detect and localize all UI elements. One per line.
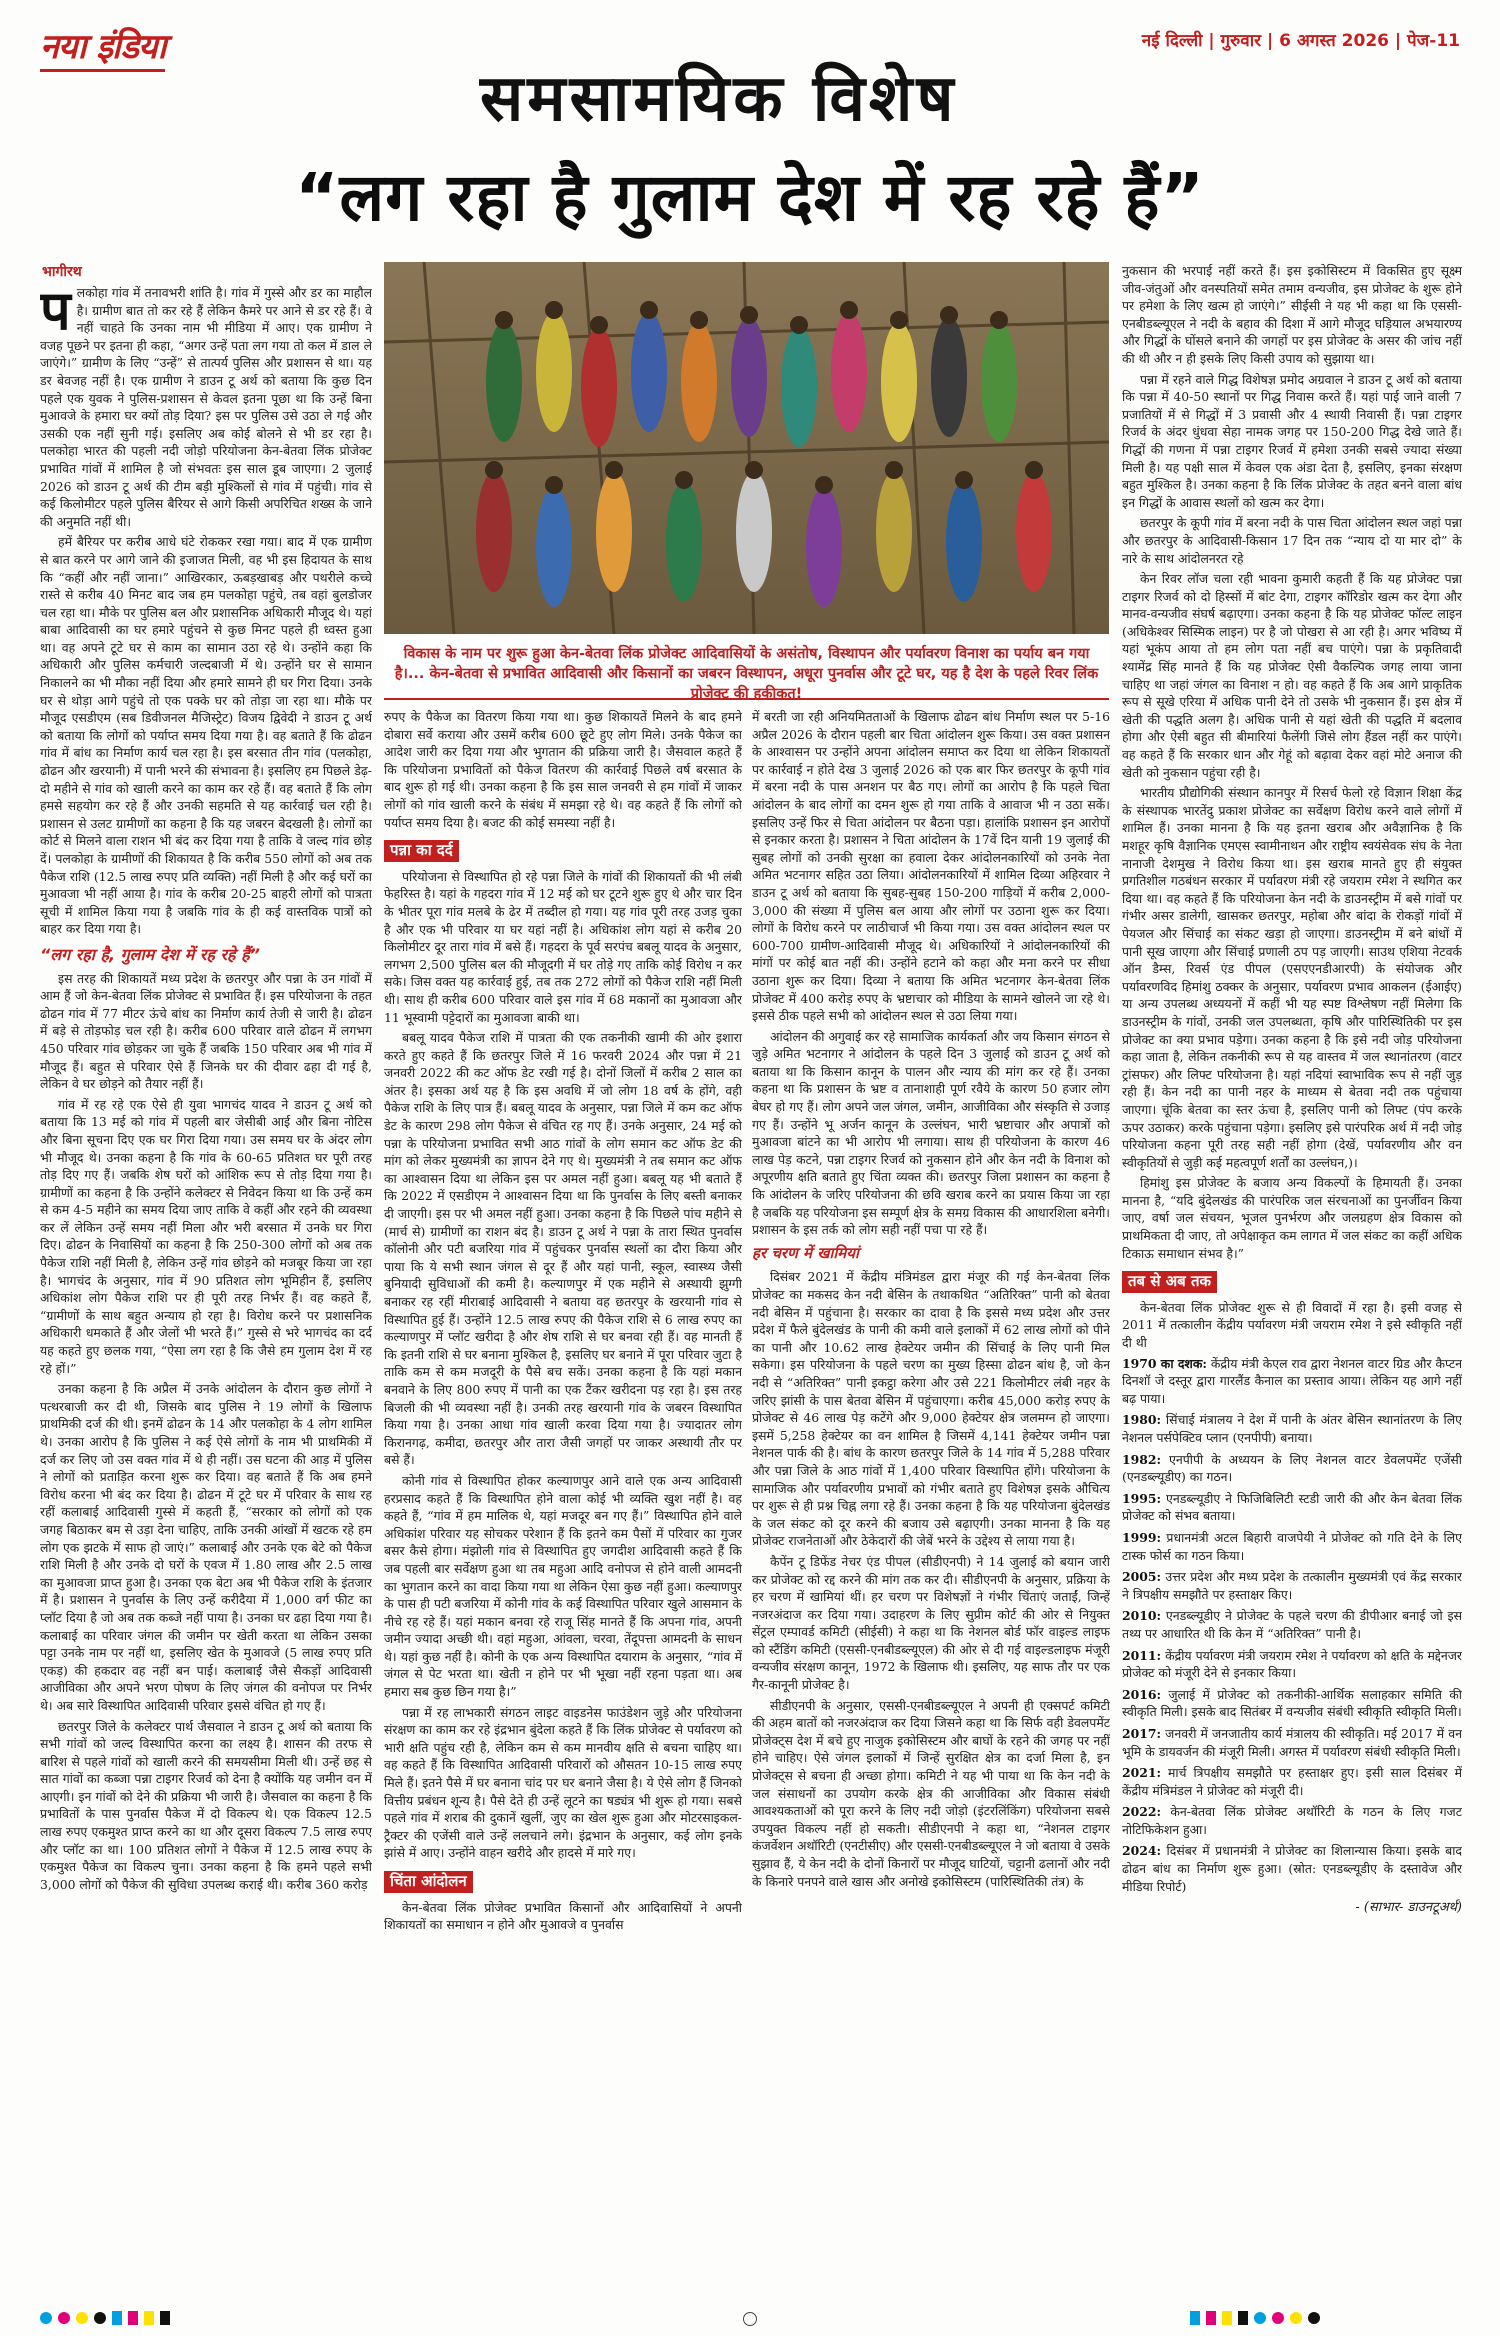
lead-photo bbox=[384, 262, 1109, 634]
article-column-1 bbox=[40, 284, 372, 2304]
newspaper-logo[interactable]: नया इंडिया bbox=[40, 22, 165, 68]
paragraph: रुपए के पैकेज का वितरण किया गया था। कुछ शिकायतें मिलने के बाद हमने दोबारा सर्वे कराया और उसमें करीब 600 छूटे हुए लोग मिले। उनके पैकेज का आदेश जारी कर दिया गया और भुगतान की प्रक्रिया जारी है। जैसवाल कहते हैं कि परियोजना प्रभावितों को पैकेज वितरण की कार्रवाई पिछले वर्ष बरसात के बाद शुरू हो गई थी। उनका कहना है कि इस साल जनवरी से हम गांवों में जाकर लोगों को गांव खाली करने के संबंध में समझा रहे थे। वह कहते हैं कि लोगों को पर्याप्त समय दिया है। बजट की कोई समस्या नहीं है। bbox=[384, 709, 742, 830]
paragraph: परियोजना से विस्थापित हो रहे पन्ना जिले के गांवों की शिकायतों की भी लंबी फेहरिस्त है। यहां के गहदरा गांव में 12 मई को घर टूटने शुरू हुए थे और चार दिन के भीतर पूरा गांव मलबे के ढेर में तब्दील हो गया। यह गांव पूरी तरह उजड़ चुका है और एक भी परिवार या घर यहां नहीं है। अधिकांश लोग यहां से करीब 20 किलोमीटर दूर तारा गांव में बसे हैं। गहदरा के पूर्व सरपंच बबलू यादव के अनुसार, लगभग 2,500 पुलिस बल की मौजूदगी में घर तोड़े गए ताकि कोई विरोध न कर सके। जिस वक्त यह कार्रवाई हुई, तब तक 272 लोगों को पैकेज राशि नहीं मिली थी। साथ ही करीब 600 परिवार वाले इस गांव में 68 मकानों का मुआवजा और 11 भूस्वामी पट्टेदारों का मुआवजा बाकी था। bbox=[384, 868, 742, 1025]
subheading: पन्ना का दर्द bbox=[384, 840, 459, 862]
timeline-item: 2005: उत्तर प्रदेश और मध्य प्रदेश के तत्कालीन मुख्यमंत्री एवं केंद्र सरकार ने त्रिपक्षीय समझौते पर हस्ताक्षर किए। bbox=[1122, 1569, 1462, 1602]
byline: भागीरथ bbox=[42, 264, 82, 280]
timeline-item: 1982: एनपीपी के अध्ययन के लिए नेशनल वाटर डेवलपमेंट एजेंसी (एनडब्ल्यूडीए) का गठन। bbox=[1122, 1451, 1462, 1485]
paragraph: पन्ना में रहने वाले गिद्ध विशेषज्ञ प्रमोद अग्रवाल ने डाउन टू अर्थ को बताया कि पन्ना में 40-50 स्थानों पर गिद्ध निवास करते हैं। यहां पाई जाने वाली 7 प्रजातियों में से गिद्धों में 3 प्रवासी और 4 स्थायी निवासी हैं। पन्ना टाइगर रिजर्व के अंदर धुंधवा सेहा नामक जगह पर 150-200 गिद्ध देखे जाते हैं। गिद्धों की गणना में पन्ना टाइगर रिजर्व में हमेशा उनकी सबसे ज्यादा संख्या मिली है। यह पक्षी साल में केवल एक अंडा देता है, इसलिए, इनका संरक्षण बहुत मुश्किल है। उनका कहना है कि लिंक प्रोजेक्ट के तहत बनने वाला बांध इन गिद्धों के आवास स्थलों को खत्म कर देगा। bbox=[1122, 371, 1462, 510]
paragraph: गांव में रह रहे एक ऐसे ही युवा भागचंद यादव ने डाउन टू अर्थ को बताया कि 13 मई को गांव में पहली बार जेसीबी आई और बिना नोटिस और बिना सूचना दिए एक घर गिरा दिया गया। उस समय घर के अंदर लोग भी मौजूद थे। उनका कहना है कि गांव के 60-65 प्रतिशत घर पूरी तरह तोड़ दिए गए हैं। जबकि शेष घरों को आंशिक रूप से तोड़ दिया गया है। ग्रामीणों का कहना है कि उन्होंने कलेक्टर से निवेदन किया था कि उन्हें कम से कम 4-5 महीने का समय दिया जाए ताकि वे कहीं और रहने की व्यवस्था कर लें लेकिन उन्हें समय नहीं मिला और भरी बरसात में उनके घर गिरा दिए। ढोढन के निवासियों का कहना है कि 250-300 लोगों को अब तक पैकेज राशि नहीं मिली है, लेकिन उन्हें गांव छोड़ने को मजबूर किया जा रहा है। भागचंद के अनुसार, गांव में 90 प्रतिशत लोग भूमिहीन हैं, इसलिए अधिकांश लोग पैकेज राशि पर ही पूरी तरह निर्भर हैं। वह कहते हैं, “ग्रामीणों के साथ बहुत अन्याय हो रहा है। विरोध करने पर प्रशासनिक अधिकारी धमकाते हैं और जेलों भी भरते हैं।” गुस्से से भरे भागचंद का दर्द यह कहते हुए छलक गया, “ऐसा लग रहा है कि जैसे हम गुलाम देश में रह रहे हों।” bbox=[40, 1096, 372, 1376]
timeline-item: 1999: प्रधानमंत्री अटल बिहारी वाजपेयी ने प्रोजेक्ट को गति देने के लिए टास्क फोर्स का गठन किया। bbox=[1122, 1529, 1462, 1563]
paragraph: नुकसान की भरपाई नहीं करते हैं। इस इकोसिस्टम में विकसित हुए सूक्ष्म जीव-जंतुओं और वनस्पतियों समेत तमाम वन्यजीव, इस प्रोजेक्ट के शुरू होने पर हमेशा के लिए खत्म हो जाएंगे।” सीईसी ने यह भी कहा था कि एससी-एनबीडब्ल्यूएल ने नदी के बहाव की दिशा में आगे मौजूद घड़ियाल अभयारण्य और गिद्धों के घोंसले बनाने की जगहों पर इस प्रोजेक्ट के असर की जांच नहीं की थी और न ही इसके लिए किसी उपाय को सुझाया था। bbox=[1122, 263, 1462, 366]
paragraph: पन्ना में रह लाभकारी संगठन लाइट वाइडनेस फाउंडेशन जुड़े और परियोजना संरक्षण का काम कर रहे इंद्रभान बुंदेला कहते हैं कि लिंक प्रोजेक्ट से पर्यावरण को भारी क्षति पहुंच रही है, लेकिन कम से कम मानवीय क्षति से बचना चाहिए था। वह कहते हैं कि विस्थापित आदिवासी परिवारों को औसतन 10-15 लाख रुपए मिले हैं। इतने पैसे में घर बनाना चांद पर घर बनाने जैसा है। ये ऐसे लोग हैं जिनको वित्तीय प्रबंधन शून्य है। पैसे देते ही उन्हें लूटने का षड्यंत्र भी शुरू हो गया। सबसे पहले गांव में शराब की दुकानें खुलीं, जुए का खेल शुरू हुआ और मोटरसाइकल-ट्रैक्टर की एजेंसी वाले उन्हें ललचाने लगे। इंद्रभान के अनुसार, कई लोग इनके झांसे में आए। उन्होंने वाहन खरीदे और हादसे में मारे गए। bbox=[384, 1704, 742, 1861]
print-color-strip-left bbox=[40, 2308, 310, 2328]
photo-caption: विकास के नाम पर शुरू हुआ केन-बेतवा लिंक प्रोजेक्ट आदिवासियों के असंतोष, विस्थापन और पर्यावरण विनाश का पर्याय बन गया है।... केन-बेतवा से प्रभावित आदिवासी और किसानों का जबरन विस्थापन, अधूरा पुनर्वास और टूटे घर, यह है देश के पहले रिवर लिंक प्रोजेक्ट की हकीकत! bbox=[384, 638, 1109, 700]
subheading: हर चरण में खामियां bbox=[752, 1243, 859, 1262]
paragraph: भारतीय प्रौद्योगिकी संस्थान कानपुर में रिसर्च फेलो रहे विज्ञान शिक्षा केंद्र के संस्थापक भारतेंदु प्रकाश प्रोजेक्ट का सर्वेक्षण विरोध करने वाले लोगों में शामिल हैं। उनका मानना है कि यह इतना खराब और अवैज्ञानिक है कि मशहूर कृषि वैज्ञानिक एमएस स्वामीनाथन और राष्ट्रीय स्वयंसेवक संघ के नेता नानाजी देशमुख ने विरोध किया था। इस खराब मानते हुए ही संयुक्त प्रगतिशील गठबंधन सरकार में पर्यावरण मंत्री रहे जयराम रमेश ने स्थगित कर दिया था। वह कहते हैं कि परियोजना केन नदी के डाउनस्ट्रीम में बसे गांवों पर गंभीर असर डालेगी, खासकर छतरपुर, महोबा और बांदा के रोकड़ों गांवों में पेयजल और सिंचाई का संकट खड़ा हो जाएगा। डाउनस्ट्रीम में बने बांधों में पानी सूख जाएगा और सिंचाई प्रणाली ठप पड़ जाएगी। साउथ एशिया नेटवर्क ऑन डैम्स, रिवर्स एंड पीपल (एसएएनडीआरपी) के संयोजक और पर्यावरणविद हिमांशु ठक्कर के अनुसार, पर्यावरण प्रभाव आकलन (ईआईए) या अन्य उपलब्ध अध्ययनों में कहीं भी यह स्पष्ट विश्लेषण नहीं मिलेगा कि डाउनस्ट्रीम के गांवों, उनकी जल उपलब्धता, कृषि और पारिस्थितिकी पर इस प्रोजेक्ट का क्या प्रभाव पड़ेगा। उनका कहना है कि इसे नदी जोड़ परियोजना कहा जाता है, लेकिन तकनीकी रूप से यह वास्तव में जल स्थानांतरण (वाटर ट्रांसफर) और लिफ्ट परियोजना है। यहां नदियां स्वाभाविक रूप से नहीं जुड़ रही हैं। केन नदी का पानी नहर के माध्यम से बेतवा नदी तक पहुंचाया जाएगा। चूंकि बेतवा का स्तर ऊंचा है, इसलिए पानी को लिफ्ट (पंप करके ऊपर उठाकर) करके पहुंचाना पड़ेगा। इसलिए इसे पारंपरिक अर्थ में नदी जोड़ परियोजना कहना पूरी तरह सही नहीं होगा (देखें, पर्यावरणीय और वन स्वीकृतियों से जुड़ी कई महत्वपूर्ण शर्तों का उल्लंघन,)। bbox=[1122, 785, 1462, 1170]
paragraph: हमें बैरियर पर करीब आधे घंटे रोककर रखा गया। बाद में एक ग्रामीण से बात करने पर आगे जाने की इजाजत मिली, वह भी इस हिदायत के साथ कि “कहीं और नहीं जाना।” आखिरकार, ऊबड़खाबड़ और पथरीले कच्चे रास्ते से करीब 40 मिनट बाद जब हम पलकोहा पहुंचे, तब वहां बुलडोजर चल रहा था। मौके पर पुलिस बल और प्रशासनिक अधिकारी मौजूद थे। यहां बाबा आदिवासी का घर हमारे पहुंचने से कुछ मिनट पहले ही ध्वस्त हुआ था। वह अपने टूटे घर से काम का सामान उठा रहे थे। उन्होंने कहा कि अधिकारी और पुलिस कर्मचारी जल्दबाजी में थे। उन्होंने घर से सामान निकालने का भी मौका नहीं दिया और हमारे सामने ही घर गिरा दिया। उनके घर से थोड़ा आगे पहुंचे तो एक पक्के घर को तोड़ा जा रहा था। मौके पर मौजूद एसडीएम (सब डिवीजनल मैजिस्ट्रेट) विजय द्विवेदी ने डाउन टू अर्थ को बताया कि लोगों को पर्याप्त समय दिया गया है। वह बताते हैं कि ढोढन गांव में बांध का निर्माण कार्य चल रहा है। इस बरसात तीन गांव (पलकोहा, ढोढन और खरयानी) में पानी भरने की संभावना है। इसलिए हम पिछले डेढ़-दो महीने से गांव को खाली करने का काम कर रहे हैं। वह बताते हैं कि लोग हमसे सहयोग कर रहे हैं और उनकी सहमति से यह कार्रवाई चल रही है। प्रशासन से उलट ग्रामीणों का कहना है कि यह जबरन बेदखली है। लोगों का कोर्ट से मिलने वाला राशन भी बंद कर दिया गया है ताकि वे जल्द गांव छोड़ दें। पलकोहा के ग्रामीणों की शिकायत है कि करीब 550 लोगों को अब तक पैकेज राशि (12.5 लाख रुपए प्रति व्यक्ति) नहीं मिली है और कई घरों का मुआवजा भी नहीं आया है। गांव के करीब 20-25 बाहरी लोगों को पात्रता सूची में शामिल किया गया है जबकि गांव के ही कई वास्तविक पात्रों को बाहर कर दिया गया है। bbox=[40, 534, 372, 937]
paragraph: केन रिवर लॉज चला रही भावना कुमारी कहती हैं कि यह प्रोजेक्ट पन्ना टाइगर रिजर्व को दो हिस्सों में बांट देगा, टाइगर कॉरिडोर खत्म कर देगा और मानव-वन्यजीव संघर्ष बढ़ाएगा। उनका कहना है कि यह प्रोजेक्ट फॉल्ट लाइन (अधिकेश्वर सिस्मिक लाइन) पर है जो पोखरा से आ रही है। अगर भविष्य में यहां भूकंप आया तो हम लोग पता नहीं बच पाएंगे। पन्ना के प्रकृतिवादी श्यामेंद्र सिंह मानते हैं कि यह प्रोजेक्ट ऐसी वैकल्पिक जगह लाया जाना चाहिए था जहां जंगल का विनाश न हो। वह कहते हैं कि अब आगे प्राकृतिक रूप से सूखे एरिया में अधिक पानी देने तो उसके भी नुकसान हैं। इस क्षेत्र में खेती की पद्धति अलग है। अधिक पानी से यहां खेती की पद्धति में बदलाव होगा और ऐसी बहुत सी बीमारियां फैलेंगी जिसे लोग हैंडल नहीं कर पाएंगे। वह कहते हैं कि सरकार धान और गेहूं को बढ़ावा देकर वहां मोटे अनाज की खेती को नुकसान पहुंचा रही है। bbox=[1122, 571, 1462, 780]
subheading: चिंता आंदोलन bbox=[384, 1871, 473, 1893]
section-title: समसामयिक विशेष bbox=[480, 61, 958, 136]
paragraph: केन-बेतवा लिंक प्रोजेक्ट प्रभावित किसानों और आदिवासियों ने अपनी शिकायतों का समाधान न होने और मुआवजे व पुनर्वास bbox=[384, 1899, 742, 1933]
source-credit: - (साभार- डाउनटूअर्थ) bbox=[1355, 1900, 1462, 1916]
print-color-strip-right bbox=[1190, 2308, 1460, 2328]
paragraph: केन-बेतवा लिंक प्रोजेक्ट शुरू से ही विवादों में रहा है। इसी वजह से 2011 में तत्कालीन केंद्रीय पर्यावरण मंत्री जयराम रमेश ने इसे स्वीकृति नहीं दी थी bbox=[1122, 1299, 1462, 1351]
article-column-2 bbox=[384, 708, 742, 2304]
paragraph: हिमांशु इस प्रोजेक्ट के बजाय अन्य विकल्पों के हिमायती हैं। उनका मानना है, “यदि बुंदेलखंड की पारंपरिक जल संरचनाओं का पुनर्जीवन किया जाए, वर्षा जल संचयन, भूजल पुनर्भरण और जलग्रहण क्षेत्र विकास को प्राथमिकता दी जाए, तो अपेक्षाकृत कम लागत में जल संकट का कहीं अधिक टिकाऊ समाधान संभव है।” bbox=[1122, 1175, 1462, 1261]
timeline-item: 2017: जनवरी में जनजातीय कार्य मंत्रालय की स्वीकृति। मई 2017 में वन भूमि के डायवर्जन की मंजूरी मिली। अगस्त में पर्यावरण संबंधी स्वीकृति मिली। bbox=[1122, 1725, 1462, 1759]
paragraph: सीडीएनपी के अनुसार, एससी-एनबीडब्ल्यूएल ने अपनी ही एक्सपर्ट कमिटी की अहम बातों को नजरअंदाज कर दिया जिसने कहा था कि सिर्फ वही डेवलपमेंट प्रोजेक्ट्स देश में बचे हुए नाजुक इकोसिस्टम और बाघों के रहने की जगह पर नहीं होने चाहिए। ऐसे जंगल इलाकों में जिन्हें सुरक्षित क्षेत्र का दर्जा मिला है, इन प्रोजेक्ट्स से बचना ही अच्छा होगा। कमिटी ने यह भी पाया था कि केन नदी के जल संसाधनों का उपयोग करके क्षेत्र की आजीविका और विकास संबंधी आवश्यकताओं को पूरा करने के लिए नदी जोड़ो (इंटरलिंकिंग) परियोजना सबसे उपयुक्त विकल्प नहीं हो सकती। सीडीएनपी ने कहा था, “नेशनल टाइगर कंजर्वेशन अथॉरिटी (एनटीसीए) और एससी-एनबीडब्ल्यूएल ने जो बताया वे उसके सुझाव हैं, ये केन नदी के दोनों किनारों पर मौजूद घाटियों, चट्टानी ढलानों और नदी के किनारे पनपने वाले खास और अनोखे इकोसिस्टम (पारिस्थितिकी तंत्र) के bbox=[752, 1697, 1110, 1889]
lead-paragraph: पलकोहा गांव में तनावभरी शांति है। गांव में गुस्से और डर का माहौल है। ग्रामीण बात तो कर रहे हैं लेकिन कैमरे पर आने से डर रहे हैं। वे नहीं चाहते कि उनका नाम भी मीडिया में आए। एक ग्रामीण ने वजह पूछने पर इतना ही कहा, “अगर उन्हें पता लग गया तो कल में डाल ले जाएंगे।” ग्रामीण के लिए “उन्हें” से तात्पर्य पुलिस और प्रशासन से था। यह डर बेवजह नहीं है। एक ग्रामीण ने डाउन टू अर्थ को बताया कि कुछ दिन पहले एक युवक ने पुलिस-प्रशासन से केवल इतना पूछा था कि उन्हें बिना मुआवजे के हमारा घर क्यों तोड़ दिया? इस पर पुलिस उसे उठा ले गई और उसकी एक नहीं सुनी गई। इसलिए अब कोई बोलने से भी डर रहा है। पलकोहा भारत की पहली नदी जोड़ो परियोजना केन-बेतवा लिंक प्रोजेक्ट प्रभावित गांवों में शामिल है जो संभवतः इस साल डूब जाएगा। 2 जुलाई 2026 को डाउन टू अर्थ की टीम बड़ी मुश्किलों से गांव में पहुंची। गांव से कई किलोमीटर पहले पुलिस बैरियर से आगे किसी अपरिचित शख्स के जाने की अनुमति नहीं थी। bbox=[40, 284, 372, 529]
page-headline: “लग रहा है गुलाम देश में रह रहे हैं” bbox=[295, 159, 1205, 236]
paragraph: इस तरह की शिकायतें मध्य प्रदेश के छतरपुर और पन्ना के उन गांवों में आम हैं जो केन-बेतवा लिंक प्रोजेक्ट से प्रभावित हैं। इस परियोजना के तहत ढोढन गांव में 77 मीटर ऊंचे बांध का निर्माण कार्य तेजी से जारी है। ढोढन में बड़े से तोड़फोड़ चल रही है। करीब 600 परिवार वाले ढोढन में लगभग 450 परिवार गांव छोड़कर जा चुके हैं जबकि 150 परिवार अब भी गांव में मौजूद हैं। बहुत से परिवार ऐसे हैं जिनके घर की दीवार ढहा दी गई है, लेकिन वे घर छोड़ने को तैयार नहीं हैं। bbox=[40, 970, 372, 1092]
paragraph: कोनी गांव से विस्थापित होकर कल्याणपुर आने वाले एक अन्य आदिवासी हरप्रसाद कहते हैं कि विस्थापित होने वाला कोई भी व्यक्ति खुश नहीं है। वह कहते हैं, “गांव में हम मालिक थे, यहां मजदूर बन गए हैं।” विस्थापित होने वाले अधिकांश परिवार यह सोचकर परेशान हैं कि इतने कम पैसों में परिवार का गुजर बसर कैसे होगा। मंझोली गांव से विस्थापित हुए जगदीश आदिवासी कहते हैं कि जब पहली बार सर्वेक्षण हुआ था तब महुआ आदि वनोपज से होने वाली आमदनी का भुगतान करने का वादा किया गया था लेकिन ऐसा कुछ नहीं हुआ। कल्याणपुर के पास ही पटी बजरिया में कोनी गांव के कई विस्थापित परिवार खुले आसमान के नीचे रह रहे हैं। यहां मकान बनवा रहे राजू सिंह मानते हैं कि अपना गांव, अपनी जमीन ज्यादा अच्छी थी। वहां महुआ, आंवला, चरवा, तेंदूपत्ता आमदनी के साधन थे। यहां कुछ नहीं है। कोनी के एक अन्य विस्थापित दयाराम के अनुसार, “गांव में जंगल से पेट भरता था। खेती न होने पर भी भूखा नहीं रहना पड़ता था। अब हमारा सब कुछ छिन गया है।” bbox=[384, 1472, 742, 1700]
dateline: नई दिल्ली | गुरुवार | 6 अगस्त 2026 | पेज-11 bbox=[1141, 31, 1460, 51]
paragraph: बबलू यादव पैकेज राशि में पात्रता की एक तकनीकी खामी की ओर इशारा करते हुए कहते हैं कि छतरपुर जिले में 16 फरवरी 2024 और पन्ना में 21 जनवरी 2022 की कट ऑफ डेट रखी गई है। दोनों जिलों में करीब 2 साल का अंतर है। इसका अर्थ यह है कि इस अवधि में जो लोग 18 वर्ष के होंगे, वही पैकेज राशि के लिए पात्र हैं। बबलू यादव के अनुसार, पन्ना जिले में कम कट ऑफ डेट के कारण 298 लोग पैकेज से वंचित रह गए हैं। उनके अनुसार, 24 मई को पन्ना के परियोजना प्रभावित सभी आठ गांवों के लोग समान कट ऑफ डेट की मांग को लेकर मुख्यमंत्री का ज्ञापन देने गए थे। मुख्यमंत्री ने तब समान कट ऑफ का आश्वासन दिया था लेकिन इस पर अमल नहीं हुआ। बबलू यह भी बताते हैं कि 2022 में एसडीएम ने आश्वासन दिया था कि पुनर्वास के लिए बस्ती बनाकर दी जाएगी। इस पर भी अमल नहीं हुआ। उनका कहना है कि पिछले पांच महीने से (मार्च से) ग्रामीणों का राशन बंद है। डाउन टू अर्थ ने पन्ना के तारा स्थित पुनर्वास कॉलोनी और पटी बजरिया गांव में पहुंचकर पुनर्वास स्थलों का दौरा किया और पाया कि ये सभी स्थान जंगल से दूर हैं और यहां पानी, स्कूल, स्वास्थ्य जैसी बुनियादी सुविधाओं की कमी है। कल्याणपुर में एक महीने से अस्थायी झुग्गी बनाकर रह रहीं मीराबाई आदिवासी ने बताया वह छतरपुर के खरयानी गांव से विस्थापित हुई हैं। उन्होंने 12.5 लाख रुपए की पैकेज राशि से 6 लाख रुपए का कल्याणपुर में प्लॉट खरीदा है और शेष राशि से घर बनवा रही हैं। वह मानती हैं कि इतनी राशि से घर बनाना मुश्किल है, इसलिए घर बनाने में पूरा परिवार जुटा है ताकि कम से कम मजदूरी के पैसे बच सकें। उनका कहना है कि यहां मकान बनवाने के लिए 800 रुपए में पानी का एक टैंकर खरीदना पड़ रहा है। इस तरह बिजली की भी व्यवस्था नहीं है। उनकी तरह खरयानी गांव के जबरन विस्थापित किया गया है। उनका आधा गांव खाली करवा दिया गया है। ज्यादातर लोग किरानगढ़, कमीदा, छतरपुर और तारा जैसी जगहों पर जाकर अस्थायी तौर पर बसे हैं। bbox=[384, 1030, 742, 1468]
timeline-item: 2011: केंद्रीय पर्यावरण मंत्री जयराम रमेश ने पर्यावरण को क्षति के मद्देनजर प्रोजेक्ट को मंजूरी देने से इनकार किया। bbox=[1122, 1647, 1462, 1681]
timeline-item: 2022: केन-बेतवा लिंक प्रोजेक्ट अथॉरिटी के गठन के लिए गजट नोटिफिकेशन हुआ। bbox=[1122, 1804, 1462, 1837]
paragraph: छतरपुर जिले के कलेक्टर पार्थ जैसवाल ने डाउन टू अर्थ को बताया कि सभी गांवों को जल्द विस्थापित करना का लक्ष्य है। शासन की तरफ से बारिश से पहले गांवों को खाली करने की समयसीमा मिली थी। उन्हें छह से सात गांवों का कब्जा पन्ना टाइगर रिजर्व को देना है क्योंकि यह जमीन वन में आएगी। इन गांवों को देने की प्रक्रिया भी जारी है। जैसवाल का कहना है कि प्रभावितों के पास पुनर्वास पैकेज में दो विकल्प थे। एक विकल्प 12.5 लाख रुपए एकमुश्त प्राप्त करने का था और दूसरा विकल्प 7.5 लाख रुपए और प्लॉट का था। 100 प्रतिशत लोगों ने पैकेज में 12.5 लाख रुपए के एकमुश्त पैकेज का विकल्प चुना। उनका कहना है कि हमने पहले सभी 3,000 लोगों को पैकेज की सुविधा उपलब्ध कराई थी। करीब 360 करोड़ bbox=[40, 1718, 372, 1892]
timeline-item: 2021: मार्च त्रिपक्षीय समझौते पर हस्ताक्षर हुए। इसी साल दिसंबर में केंद्रीय मंत्रिमंडल ने प्रोजेक्ट को मंजूरी दी। bbox=[1122, 1765, 1462, 1798]
paragraph: आंदोलन की अगुवाई कर रहे सामाजिक कार्यकर्ता और जय किसान संगठन से जुड़े अमित भटनागर ने आंदोलन के पहले दिन 3 जुलाई को डाउन टू अर्थ को बताया था कि किसान कानून के पालन और न्याय की मांग कर रहे हैं। उनका कहना था कि प्रशासन के भ्रष्ट व तानाशाही पूर्ण रवैये के कारण 50 हजार लोग बेघर हो गए हैं। लोग अपने जल जंगल, जमीन, आजीविका और संस्कृति से उजाड़ गए हैं। उन्होंने भू अर्जन कानून के उल्लंघन, भारी भ्रष्टाचार और अपात्रों को मुआवजा बांटने का भी आरोप भी लगाया। साथ ही परियोजना के कारण 46 लाख पेड़ कटने, पन्ना टाइगर रिजर्व को नुकसान होने और केन नदी के विनाश को अपूरणीय क्षति बताते हुए चिंता व्यक्त की। छतरपुर जिला प्रशासन का कहना है कि आंदोलन के जरिए परियोजना की छवि खराब करने का प्रयास किया जा रहा है जबकि यह परियोजना इस सम्पूर्ण क्षेत्र के समग्र विकास की आधारशिला बनेगी। प्रशासन के इस तर्क को लोग सही नहीं पचा पा रहे हैं। bbox=[752, 1028, 1110, 1238]
article-column-4 bbox=[1122, 262, 1462, 2304]
timeline-item: 1995: एनडब्ल्यूडीए ने फिजिबिलिटी स्टडी जारी की और केन बेतवा लिंक प्रोजेक्ट को संभव बताया। bbox=[1122, 1490, 1462, 1524]
paragraph: में बरती जा रही अनियमितताओं के खिलाफ ढोढन बांध निर्माण स्थल पर 5-16 अप्रैल 2026 के दौरान पहली बार चिता आंदोलन शुरू किया। उस वक्त प्रशासन के आश्वासन पर उन्होंने अपना आंदोलन समाप्त कर दिया था लेकिन शिकायतों पर कार्रवाई न होते देख 3 जुलाई 2026 को एक बार फिर छतरपुर के कूपी गांव में बरना नदी के पास अनशन पर बैठ गए। लोगों का आरोप है कि पहले चिता आंदोलन के बाद लोगों का दमन शुरू हो गया ताकि वे आवाज भी न उठा सकें। इसलिए उन्हें फिर से चिता आंदोलन पर बैठना पड़ा। हालांकि प्रशासन इन आरोपों से इनकार करता है। प्रशासन ने चिता आंदोलन के 17वें दिन यानी 19 जुलाई की सुबह लोगों को उनकी सुरक्षा का हवाला देकर आंदोलनकारियों को उनके नेता अमित भटनागर सहित उठा लिया। आंदोलनकारियों में शामिल दिव्या अहिरवार ने डाउन टू अर्थ को बताया कि सुबह-सुबह 150-200 गाड़ियों में करीब 2,000-3,000 की संख्या में पुलिस बल आया और लोगों पर उठाना शुरू कर दिया। लोगों के विरोध करने पर लाठीचार्ज भी किया गया। उस वक्त आंदोलन स्थल पर 600-700 ग्रामीण-आदिवासी मौजूद थे। अधिकारियों ने आंदोलनकारियों की मांगों पर कोई बात नहीं की। उन्होंने हटाने को कहा और मना करने पर सीधा उठाना शुरू कर दिया। दिव्या ने बताया कि अमित भटनागर केन-बेतवा लिंक प्रोजेक्ट में 400 करोड़ रुपए के भ्रष्टाचार को मीडिया के सामने खोलने जा रहे थे। इससे ठीक पहले सभी को आंदोलन स्थल से उठा लिया गया। bbox=[752, 709, 1110, 1024]
paragraph: दिसंबर 2021 में केंद्रीय मंत्रिमंडल द्वारा मंजूर की गई केन-बेतवा लिंक प्रोजेक्ट का मकसद केन नदी बेसिन के तथाकथित “अतिरिक्त” पानी को बेतवा नदी बेसिन में पहुंचाना है। सरकार का दावा है कि इससे मध्य प्रदेश और उत्तर प्रदेश में फैले बुंदेलखंड के पानी की कमी वाले इलाकों में 62 लाख लोगों को पीने का पानी और 10.62 लाख हेक्टेयर जमीन की सिंचाई के लिए पानी मिल सकेगा। इस परियोजना के पहले चरण का मुख्य हिस्सा ढोढन बांध है, जो केन नदी से “अतिरिक्त” पानी इकट्ठा करेगा और उसे 221 किलोमीटर लंबी नहर के जरिए झांसी के पास बेतवा बेसिन में पहुंचाएगा। करीब 45,000 करोड़ रुपए के प्रोजेक्ट से 46 लाख पेड़ कटेंगे और 9,000 हेक्टेयर क्षेत्र जलमग्न हो जाएगा। इसमें 5,258 हेक्टेयर का वन शामिल है जिसमें 4,141 हेक्टेयर जमीन पन्ना नेशनल पार्क की है। बांध के कारण छतरपुर जिले के 14 गांव में 5,288 परिवार और पन्ना जिले के आठ गांवों में 1,400 परिवार विस्थापित होंगे। परियोजना के सामाजिक और पर्यावरणीय प्रभावों को गंभीर बताते हुए विशेषज्ञ इसके औचित्य पर शुरू से ही प्रश्न चिह्न लगा रहे हैं। उनका कहना है कि यह परियोजना बुंदेलखंड के जल संकट को दूर करने की बजाय उसे बढ़ाएगी। उनका मानना है कि यह प्रोजेक्ट राजनेताओं और ठेकेदारों की जेबें भरने के उद्देश्य से लाया गया है। bbox=[752, 1269, 1110, 1549]
registration-mark bbox=[743, 2312, 757, 2326]
protest-photo-illustration bbox=[384, 262, 1109, 634]
timeline-item: 1980: सिंचाई मंत्रालय ने देश में पानी के अंतर बेसिन स्थानांतरण के लिए नेशनल पर्सपेक्टिव प्लान (एनपीपी) बनाया। bbox=[1122, 1412, 1462, 1445]
timeline-item: 2024: दिसंबर में प्रधानमंत्री ने प्रोजेक्ट का शिलान्यास किया। इसके बाद ढोढन बांध का निर्माण शुरू हुआ। (स्रोत: एनडब्ल्यूडीए के दस्तावेज और मीडिया रिपोर्ट) bbox=[1122, 1843, 1462, 1894]
paragraph: उनका कहना है कि अप्रैल में उनके आंदोलन के दौरान कुछ लोगों ने पत्थरबाजी कर दी थी, जिसके बाद पुलिस ने 19 लोगों के खिलाफ प्राथमिकी दर्ज की थी। इनमें ढोढन के 14 और पलकोहा के 4 लोग शामिल थे। उनका आरोप है कि पुलिस ने कई ऐसे लोगों के नाम भी प्राथमिकी में दर्ज कर लिए जो उस वक्त गांव में थे ही नहीं। उस घटना की आड़ में पुलिस ने लोगों को प्रताड़ित करना शुरू कर दिया। वह बताते हैं कि अब हमने विरोध करना भी बंद कर दिया है। ढोढन में टूटे घर में परिवार के साथ रह रहीं कलाबाई आदिवासी गुस्से में कहती हैं, “सरकार को लोगों को एक जगह बिठाकर बम से उड़ा देना चाहिए, ताकि उनकी आंखों में खटक रहे हम लोग एक झटके में साफ हो जाएं।” कलाबाई और उनके एक बेटे को पैकेज राशि मिली है और उनके दो घरों के एवज में 1.80 लाख और 2.5 लाख का मुआवजा प्राप्त हुआ है। उनका एक बेटा अब भी पैकेज राशि के इंतजार में है। प्रशासन ने पुनर्वास के लिए उन्हें करीदैया में 1,000 वर्ग फीट का प्लॉट दिया है जो अब तक कब्जे नहीं पाया है। उनका घर ढहा दिया गया है। कलाबाई का परिवार जंगल की जमीन पर खेती करता था लेकिन उसका पट्टा उनके नाम पर नहीं था, इसलिए खेत के मुआवजे (5 लाख रुपए प्रति एकड़) की हकदार वह नहीं बन पाई। कलाबाई जैसे सैकड़ों आदिवासी आजीविका और अपने भरण पोषण के लिए जंगल की वनोपज पर निर्भर थे। अब सारे विस्थापित आदिवासी परिवार इससे वंचित हो गए हैं। bbox=[40, 1381, 372, 1713]
article-column-3 bbox=[752, 708, 1110, 2304]
drop-cap: प bbox=[40, 284, 71, 342]
timeline-item: 1970 का दशक: केंद्रीय मंत्री केएल राव द्वारा नेशनल वाटर ग्रिड और कैप्टन दिनशॉ जे दस्तूर द्वारा गारलैंड कैनाल का प्रस्ताव आया। लेकिन यह आगे नहीं बढ़ पाया। bbox=[1122, 1355, 1462, 1406]
paragraph: कैपेंन टू डिफेंड नेचर एंड पीपल (सीडीएनपी) ने 14 जुलाई को बयान जारी कर प्रोजेक्ट को रद्द करने की मांग तक कर दी। सीडीएनपी के अनुसार, प्रक्रिया के हर चरण में खामियां थीं। हर चरण पर विशेषज्ञों ने गंभीर चिंताएं जताईं, जिन्हें नजरअंदाज कर दिया गया। उदाहरण के लिए सुप्रीम कोर्ट की ओर से नियुक्त सेंट्रल एम्पावर्ड कमिटी (सीईसी) ने कहा था कि नेशनल बोर्ड फॉर वाइल्ड लाइफ को स्टैंडिंग कमिटी (एससी-एनबीडब्ल्यूएल) की ओर से दी गई वाइल्डलाइफ मंजूरी वन्यजीव संरक्षण कानून, 1972 के खिलाफ थी। इसलिए, यह साफ तौर पर एक गैर-कानूनी प्रोजेक्ट है। bbox=[752, 1553, 1110, 1693]
masthead bbox=[40, 22, 1460, 136]
subheading: तब से अब तक bbox=[1122, 1271, 1217, 1293]
subheading: “लग रहा है, गुलाम देश में रह रहे हैं” bbox=[40, 944, 260, 964]
timeline-item: 2016: जुलाई में प्रोजेक्ट को तकनीकी-आर्थिक सलाहकार समिति की स्वीकृति मिली। इसके बाद सितंबर में वन्यजीव संबंधी स्वीकृति स्वीकृति मिली। bbox=[1122, 1686, 1462, 1720]
timeline bbox=[1122, 1355, 1462, 1896]
timeline-item: 2010: एनडब्ल्यूडीए ने प्रोजेक्ट के पहले चरण की डीपीआर बनाई जो इस तथ्य पर आधारित थी कि केन में “अतिरिक्त” पानी है। bbox=[1122, 1608, 1462, 1641]
paragraph: छतरपुर के कूपी गांव में बरना नदी के पास चिता आंदोलन स्थल जहां पन्ना और छतरपुर के आदिवासी-किसान 17 दिन तक “न्याय दो या मार दो” के नारे के साथ आंदोलनरत रहे bbox=[1122, 515, 1462, 566]
